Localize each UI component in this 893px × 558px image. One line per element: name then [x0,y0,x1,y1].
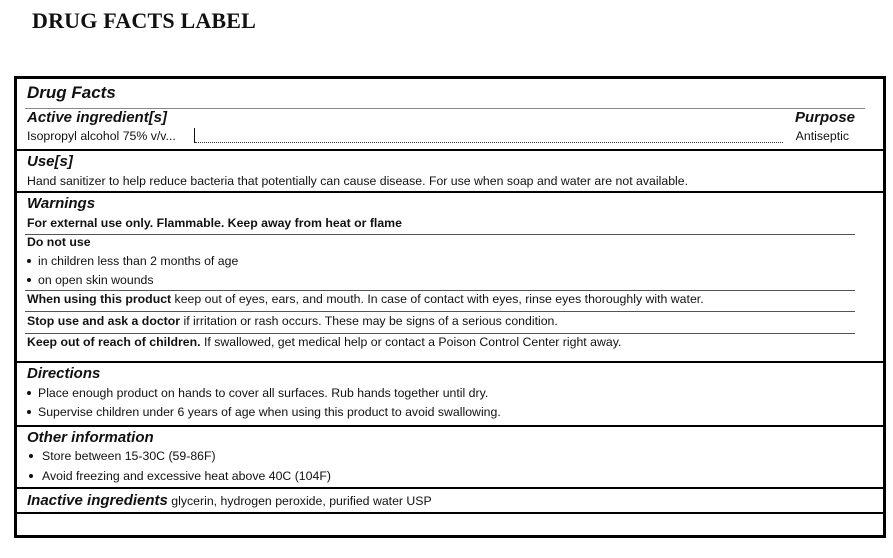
do-not-use-item [27,273,154,287]
inactive-ingredients-section [17,489,883,514]
directions-heading: Directions [27,365,101,382]
text-cursor [194,128,195,143]
divider [25,333,855,334]
other-information-item [29,449,216,463]
directions-item [27,405,501,419]
do-not-use-item-text: on open skin wounds [38,273,154,287]
when-using-text: keep out of eyes, ears, and mouth. In case of contact with eyes, rinse eyes thoroughly with water. [171,292,704,306]
bullet-icon [27,259,31,263]
divider [25,311,855,312]
other-information-heading: Other information [27,429,154,446]
directions-item [27,386,488,400]
uses-text: Hand sanitizer to help reduce bacteria that potentially can cause disease. For use when soap and water are not available. [27,174,689,188]
empty-row [17,514,883,535]
bullet-icon [29,454,33,458]
active-ingredient-text: Isopropyl alcohol 75% v/v... [27,129,176,143]
warnings-section [17,193,883,363]
keep-out-label: Keep out of reach of children. [27,335,201,349]
directions-item-text: Supervise children under 6 years of age when using this product to avoid swallowing. [38,405,501,419]
other-information-item-text: Store between 15-30C (59-86F) [42,449,216,463]
when-using-warning [27,292,704,306]
do-not-use-heading: Do not use [27,235,91,249]
inactive-ingredients-heading: Inactive ingredients [27,492,168,509]
directions-item-text: Place enough product on hands to cover all surfaces. Rub hands together until dry. [38,386,489,400]
divider [25,290,855,291]
other-information-item-text: Avoid freezing and excessive heat above 40C (104F) [42,469,331,483]
active-ingredient-section [17,79,883,151]
inactive-ingredients-text: glycerin, hydrogen peroxide, purified water USP [167,494,432,508]
divider [25,234,855,235]
bullet-icon [27,410,31,414]
purpose-text: Antiseptic [795,129,849,143]
warnings-heading: Warnings [27,195,96,212]
inactive-ingredients-line [27,492,432,509]
other-information-section [17,427,883,489]
keep-out-text: If swallowed, get medical help or contact a Poison Control Center right away. [200,335,622,349]
keep-out-warning [27,335,621,349]
do-not-use-item-text: in children less than 2 months of age [38,254,239,268]
do-not-use-item [27,254,238,268]
page-title: DRUG FACTS LABEL [32,8,257,33]
external-use-warning: For external use only. Flammable. Keep away from heat or flame [27,216,402,230]
stop-use-label: Stop use and ask a doctor [27,314,181,328]
uses-heading: Use[s] [27,153,73,170]
dot-leader [195,142,783,143]
stop-use-text: if irritation or rash occurs. These may be signs of a serious condition. [180,314,558,328]
uses-section [17,151,883,193]
stop-use-warning [27,314,558,328]
directions-section [17,363,883,427]
bullet-icon [27,391,31,395]
purpose-heading: Purpose [794,109,855,126]
bullet-icon [27,278,31,282]
bullet-icon [29,474,33,478]
other-information-item [29,469,331,483]
active-ingredient-heading: Active ingredient[s] [27,109,168,126]
drug-facts-panel [14,76,886,538]
drug-facts-header: Drug Facts [27,83,116,102]
when-using-label: When using this product [27,292,172,306]
